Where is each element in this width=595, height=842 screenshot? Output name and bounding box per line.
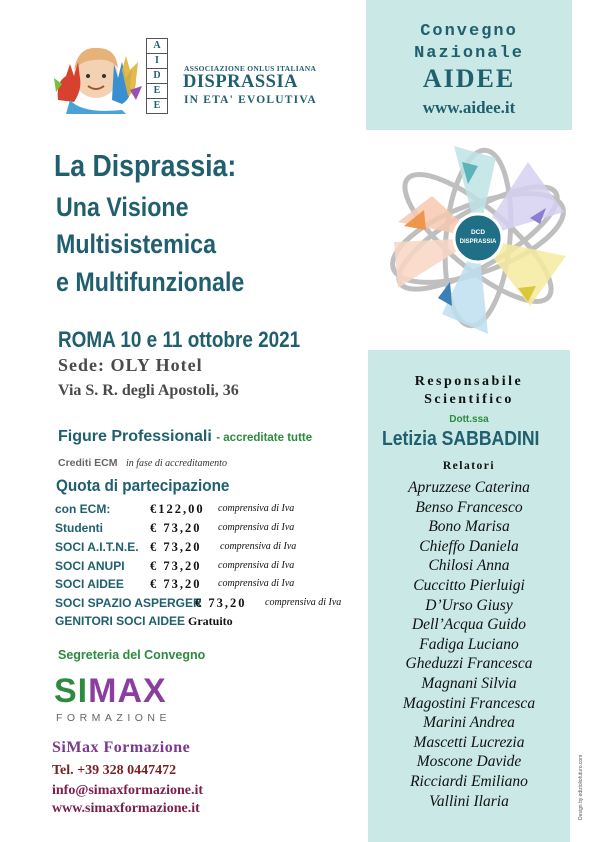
- responsabile-label2: Scientifico: [424, 392, 514, 407]
- convegno-line2: Nazionale: [414, 44, 524, 63]
- logo-assoc-text: ASSOCIAZIONE ONLUS ITALIANA: [184, 64, 317, 73]
- event-date: ROMA 10 e 11 ottobre 2021: [58, 327, 301, 352]
- relatore-name: Ricciardi Emiliano: [410, 772, 528, 790]
- fee-price: €122,00: [150, 502, 205, 516]
- crediti-note: in fase di accreditamento: [125, 458, 227, 469]
- figure-label: Figure Professionali: [58, 428, 212, 445]
- relatore-name: Chilosi Anna: [428, 557, 510, 575]
- letter-box: D: [146, 68, 168, 84]
- relatore-name: D’Urso Giusy: [425, 596, 513, 614]
- relatore-name: Magnani Silvia: [421, 674, 517, 692]
- crediti-label: Crediti ECM: [58, 457, 118, 469]
- responsabile-label1: Responsabile: [414, 374, 524, 389]
- speakers-panel: [368, 350, 570, 842]
- simax-email-link[interactable]: info@simaxformazione.it: [52, 783, 204, 798]
- convegno-line1: Convegno: [420, 22, 518, 41]
- segreteria-heading: Segreteria del Convegno: [58, 648, 206, 662]
- title-line2: Una Visione: [56, 192, 189, 222]
- letter-box: E: [146, 98, 168, 114]
- letter-box: A: [146, 38, 168, 54]
- relatore-name: Apruzzese Caterina: [408, 479, 530, 496]
- simax-name: SiMax Formazione: [52, 739, 191, 756]
- figure-note: - accreditate tutte: [216, 432, 313, 444]
- relatori-label: Relatori: [442, 460, 496, 472]
- relatore-name: Marini Andrea: [423, 714, 515, 732]
- fee-price: € 73,20: [150, 559, 202, 573]
- dcd-star-diagram: [378, 138, 578, 344]
- fee-price: € 73,20: [150, 540, 202, 554]
- fee-label: SOCI AIDEE: [55, 577, 124, 591]
- crediti-ecm: [58, 453, 227, 471]
- fee-note: comprensiva di Iva: [220, 541, 297, 552]
- relatore-name: Chieffo Daniela: [419, 537, 519, 555]
- fee-note: comprensiva di Iva: [218, 522, 295, 533]
- simax-web-link[interactable]: www.simaxformazione.it: [52, 801, 200, 816]
- logo-name-text: DISPRASSIA: [183, 72, 299, 92]
- fee-price: € 73,20: [150, 521, 202, 535]
- fee-label: SOCI SPAZIO ASPERGER: [55, 596, 202, 610]
- simax-logo-main: SIMAX: [54, 672, 167, 710]
- letter-box: I: [146, 53, 168, 69]
- fee-note: comprensiva di Iva: [218, 503, 295, 514]
- simax-tel[interactable]: Tel. +39 328 0447472: [52, 763, 177, 778]
- relatore-name: Gheduzzi Francesca: [405, 655, 533, 673]
- fee-price: Gratuito: [188, 614, 233, 628]
- responsabile-name: Letizia SABBADINI: [382, 428, 540, 450]
- event-address: Via S. R. degli Apostoli, 36: [58, 382, 239, 399]
- simax-logo: [54, 672, 194, 726]
- title-line3: Multisistemica: [56, 229, 217, 259]
- fee-label: SOCI ANUPI: [55, 559, 125, 573]
- relatore-name: Bono Marisa: [428, 518, 510, 536]
- fee-price: € 73,20: [150, 577, 202, 591]
- relatori-list: [368, 478, 570, 811]
- simax-logo-sub: FORMAZIONE: [56, 712, 171, 724]
- fee-note: comprensiva di Iva: [218, 560, 295, 571]
- fee-note: comprensiva di Iva: [265, 597, 342, 608]
- responsabile-title: Dott.ssa: [449, 414, 489, 425]
- title-line4: e Multifunzionale: [56, 267, 245, 297]
- fee-label: Studenti: [55, 521, 103, 535]
- fee-label: GENITORI SOCI AIDEE: [55, 614, 186, 628]
- child-hands-illustration: [52, 40, 144, 114]
- figure-professionali: [58, 428, 312, 446]
- fee-note: comprensiva di Iva: [218, 578, 295, 589]
- aidee-logo: [52, 38, 332, 116]
- relatore-name: Benso Francesco: [415, 498, 523, 516]
- fee-label: SOCI A.I.T.N.E.: [55, 540, 139, 554]
- title-line1: La Disprassia:: [54, 148, 237, 183]
- quota-heading: Quota di partecipazione: [56, 476, 230, 495]
- design-credit: Design by edizioliofuturo.com: [578, 754, 584, 820]
- convegno-aidee: AIDEE: [422, 64, 516, 93]
- relatore-name: Moscone Davide: [416, 753, 522, 771]
- relatore-name: Vallini Ilaria: [429, 792, 509, 810]
- letter-box: E: [146, 83, 168, 99]
- relatore-name: Cuccitto Pierluigi: [413, 576, 525, 594]
- diagram-center-label2: DISPRASSIA: [459, 239, 497, 245]
- convegno-box: [366, 0, 572, 130]
- event-venue: Sede: OLY Hotel: [58, 355, 203, 375]
- logo-sub-text: IN ETA' EVOLUTIVA: [184, 94, 317, 106]
- relatore-name: Mascetti Lucrezia: [413, 733, 525, 751]
- fee-price: € 73,20: [195, 596, 247, 610]
- relatore-name: Magostini Francesca: [402, 694, 536, 712]
- relatore-name: Fadiga Luciano: [419, 635, 519, 653]
- relatore-name: Dell’Acqua Guido: [411, 616, 527, 634]
- convegno-site-link[interactable]: www.aidee.it: [422, 98, 516, 117]
- diagram-center-label1: DCD: [470, 229, 486, 236]
- fee-label: con ECM:: [55, 502, 111, 516]
